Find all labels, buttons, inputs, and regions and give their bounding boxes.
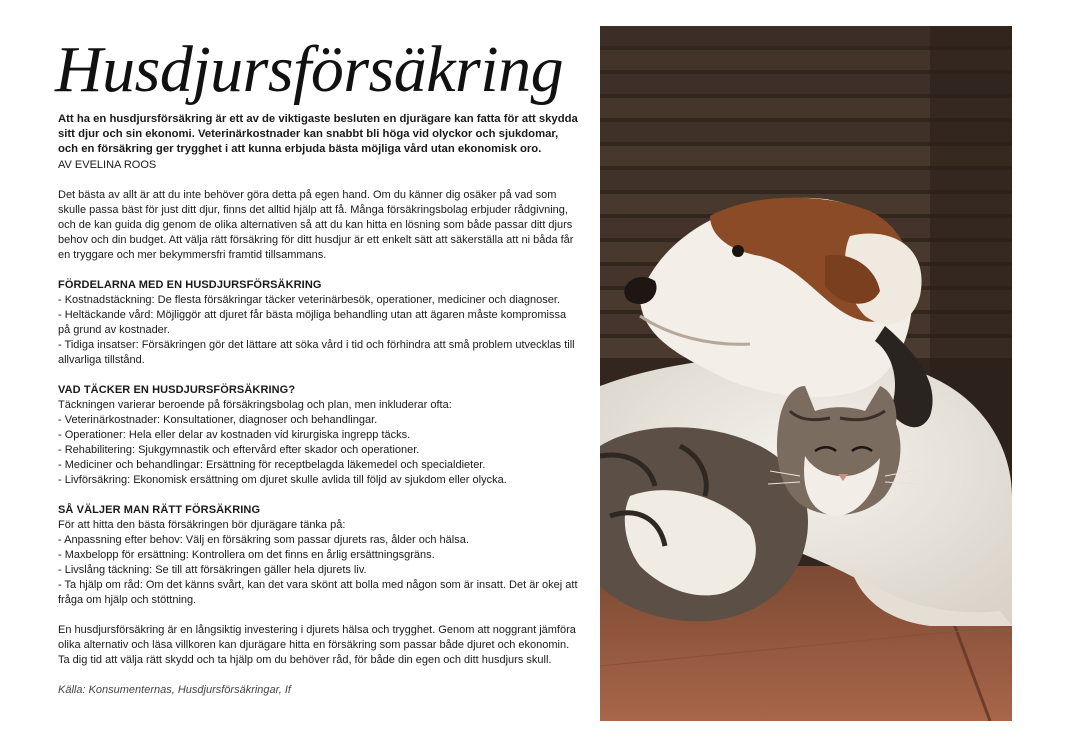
section-heading: FÖRDELARNA MED EN HUSDJURSFÖRSÄKRING (58, 278, 322, 291)
article-source: Källa: Konsumenternas, Husdjursförsäkringar, If (58, 683, 291, 696)
list-item: - Livförsäkring: Ekonomisk ersättning om djuret skulle avlida till följd av sjukdom eller olycka. (58, 473, 507, 486)
article-conclusion: En husdjursförsäkring är en långsiktig investering i djurets hälsa och trygghet. Genom att noggrant jämföra olika alternativ och läsa villkoren kan djurägare hitta en försäkring som passar både djuret och ekonomin. Ta dig tid att välja rätt skydd och ta hjälp om du behöver råd, för både din egen och ditt husdjurs skull. (58, 623, 576, 666)
list-item: - Tidiga insatser: Försäkringen gör det lättare att söka vård i tid och förhindra att små problem utvecklas till allvarliga tillstånd. (58, 338, 575, 366)
article-title: Husdjursförsäkring (55, 33, 564, 106)
coverage-list (58, 413, 580, 488)
list-item: - Anpassning efter behov: Välj en försäkring som passar djurets ras, ålder och hälsa. (58, 533, 469, 546)
list-item: - Operationer: Hela eller delar av kostnaden vid kirurgiska ingrepp täcks. (58, 428, 411, 441)
article-body (58, 112, 580, 709)
article-lead: Att ha en husdjursförsäkring är ett av de viktigaste besluten en djurägare kan fatta för att skydda sitt djur och sin ekonomi. Veterinärkostnader kan snabbt bli höga vid olyckor och sjukdomar, och en försäkring ger trygghet i att kunna erbjuda bästa möjliga vård utan ekonomisk oro. (58, 113, 578, 156)
list-item: - Maxbelopp för ersättning: Kontrollera om det finns en årlig ersättningsgräns. (58, 548, 435, 561)
list-item: - Kostnadstäckning: De flesta försäkringar täcker veterinärbesök, operationer, mediciner och diagnoser. (58, 293, 560, 306)
list-item: - Ta hjälp om råd: Om det känns svårt, kan det vara skönt att bolla med någon som är insatt. Det är okej att fråga om hjälp och stöttning. (58, 578, 578, 606)
section-heading: VAD TÄCKER EN HUSDJURSFÖRSÄKRING? (58, 383, 296, 396)
list-item: - Livslång täckning: Se till att försäkringen gäller hela djurets liv. (58, 563, 367, 576)
benefits-list (58, 293, 580, 368)
choosing-list (58, 533, 580, 608)
dog-and-cat-photo (600, 26, 1012, 721)
article-intro: Det bästa av allt är att du inte behöver göra detta på egen hand. Om du känner dig osäker på vad som skulle passa bäst för just ditt djur, finns det alltid hjälp att få. Många försäkringsbolag erbjuder rådgivning, och de kan guida dig genom de olika alternativen så att du kan hitta en lösning som både passar ditt djurs behov och din budget. Att välja rätt försäkring för ditt husdjur är ett enkelt sätt att säkerställa att ni båda får en tryggare och mer bekymmersfri framtid tillsammans. (58, 188, 574, 261)
list-item: - Heltäckande vård: Möjliggör att djuret får bästa möjliga behandling utan att ägaren måste kompromissa på grund av kostnader. (58, 308, 567, 336)
section-heading: SÅ VÄLJER MAN RÄTT FÖRSÄKRING (58, 503, 261, 516)
section-intro: Täckningen varierar beroende på försäkringsbolag och plan, men inkluderar ofta: (58, 398, 452, 411)
dog-eye (732, 245, 744, 257)
photo-illustration (600, 26, 1012, 721)
section-coverage (58, 383, 580, 488)
list-item: - Rehabilitering: Sjukgymnastik och eftervård efter skador och operationer. (58, 443, 420, 456)
article-byline: AV EVELINA ROOS (58, 158, 157, 171)
section-benefits (58, 278, 580, 368)
section-intro: För att hitta den bästa försäkringen bör djurägare tänka på: (58, 518, 346, 531)
list-item: - Mediciner och behandlingar: Ersättning för receptbelagda läkemedel och specialdieter. (58, 458, 486, 471)
list-item: - Veterinärkostnader: Konsultationer, diagnoser och behandlingar. (58, 413, 378, 426)
section-choosing (58, 503, 580, 608)
